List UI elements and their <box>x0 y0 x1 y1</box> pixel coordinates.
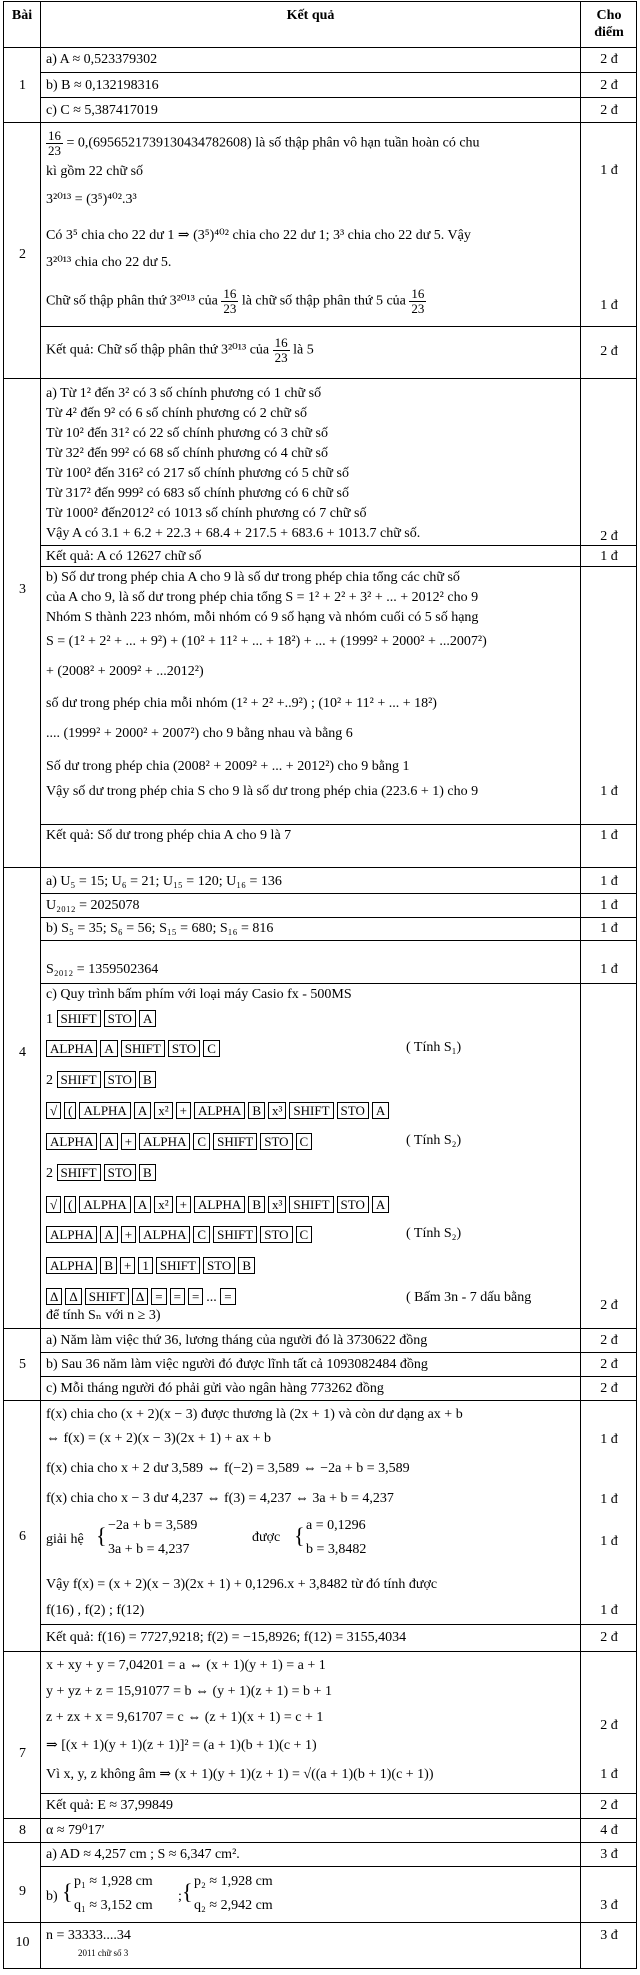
points: 2 đ <box>600 344 618 359</box>
bai-number: 2 <box>19 247 26 262</box>
p2-line6: Chữ số thập phân thứ 3²⁰¹³ của $\frac{16}{23}$ là chữ số thập phân thứ 5 của $\frac{16}{23}$ <box>46 286 425 316</box>
p6-line-1: ⇔ f(x) = (x + 2)(x − 3)(2x + 1) + ax + b <box>46 1431 272 1446</box>
points: 2 đ <box>600 1718 618 1733</box>
points: 1 đ <box>600 163 618 178</box>
brace: { <box>96 1523 107 1548</box>
points: 4 đ <box>600 1823 618 1838</box>
p1-b: b) B ≈ 0,132198316 <box>46 78 159 93</box>
p9-p1: p₁ ≈ 1,928 cm <box>74 1874 153 1889</box>
sto-key: STO <box>104 1010 136 1027</box>
note-last2: để tính Sₙ với n ≥ 3) <box>46 1308 161 1323</box>
keyseq-4: √ ( ALPHA A x² + ALPHA B x³ SHIFT STO A <box>46 1102 392 1120</box>
row-divider <box>41 893 636 894</box>
p7-line-0: x + xy + y = 7,04201 = a ⇔ (x + 1)(y + 1) = a + 1 <box>46 1658 326 1673</box>
p3-a-4: Từ 100² đến 316² có 217 số chính phương có 5 chữ số <box>46 466 349 481</box>
points: 1 đ <box>600 298 618 313</box>
points: 1 đ <box>600 898 618 913</box>
p8-text: α ≈ 79⁰17′ <box>46 1823 105 1838</box>
points: 3 đ <box>600 1928 618 1943</box>
header-ketqua: Kết quả <box>286 8 335 23</box>
keyseq-1: 1 SHIFT STO A <box>46 1010 159 1028</box>
p6-line-0: f(x) chia cho (x + 2)(x − 3) được thương là (2x + 1) và còn dư dạng ax + b <box>46 1407 463 1422</box>
p4-a2: U₂₀₁₂ = 2025078 <box>46 898 140 913</box>
note-last: ( Bấm 3n - 7 dấu bằng <box>406 1290 532 1305</box>
points: 1 đ <box>600 549 618 564</box>
p3-a-6: Từ 1000² đến2012² có 1013 số chính phương có 7 chữ số <box>46 506 367 521</box>
p7-line-1: y + yz + z = 15,91077 = b ⇔ (y + 1)(z + 1) = b + 1 <box>46 1684 332 1699</box>
p6-line-2: f(x) chia cho x + 2 dư 3,589 ⇔ f(−2) = 3,589 ⇔ −2a + b = 3,589 <box>46 1461 410 1476</box>
row-divider <box>41 1866 636 1867</box>
column-divider <box>40 2 41 1968</box>
p6-sol-2: b = 3,8482 <box>306 1542 367 1557</box>
p6-sol-1: a = 0,1296 <box>306 1518 366 1533</box>
row-divider <box>41 1376 636 1377</box>
points: 1 đ <box>600 874 618 889</box>
row-divider <box>41 97 636 98</box>
p6-sys-mid: được <box>252 1530 281 1545</box>
row-divider <box>41 1793 636 1794</box>
row-divider <box>4 122 636 123</box>
p2-line4: Có 3⁵ chia cho 22 dư 1 ⇒ (3⁵)⁴⁰² chia cho 22 dư 1; 3³ chia cho 22 dư 5. Vậy <box>46 228 471 243</box>
points: 1 đ <box>600 921 618 936</box>
p5-b: b) Sau 36 năm làm việc người đó được lĩnh tất cả 1093082484 đồng <box>46 1357 428 1372</box>
row-divider <box>41 566 636 567</box>
note-s2b: ( Tính S₂) <box>406 1226 462 1241</box>
points: 1 đ <box>600 828 618 843</box>
p3-b-6: .... (1999² + 2000² + 2007²) cho 9 bằng nhau và bằng 6 <box>46 726 353 741</box>
p3-a-2: Từ 10² đến 31² có 22 số chính phương có 3 chữ số <box>46 426 328 441</box>
points: 3 đ <box>600 1898 618 1913</box>
row-divider <box>4 1651 636 1652</box>
p3-b-4: + (2008² + 2009² + ...2012²) <box>46 664 204 679</box>
p7-result: Kết quả: E ≈ 37,99849 <box>46 1798 174 1813</box>
keyseq-9: ALPHA B + 1 SHIFT STO B <box>46 1257 258 1275</box>
p9-q1: q₁ ≈ 3,152 cm <box>74 1898 153 1913</box>
brace: { <box>182 1879 193 1904</box>
answer-table <box>3 1 637 1969</box>
row-divider <box>41 917 636 918</box>
header-chodiem-2: điểm <box>594 25 624 40</box>
shift-key: SHIFT <box>57 1010 101 1027</box>
points: 1 đ <box>600 784 618 799</box>
bai-number: 9 <box>19 1884 26 1899</box>
p2-line1: $\frac{16}{23}$ = 0,(6956521739130434782608) là số thập phân vô hạn tuần hoàn có chu <box>48 128 480 158</box>
p9-q2: q₂ ≈ 2,942 cm <box>194 1898 273 1913</box>
p3-b-0: b) Số dư trong phép chia A cho 9 là số dư trong phép chia tổng các chữ số <box>46 570 460 585</box>
p3-a-1: Từ 4² đến 9² có 6 số chính phương có 2 chữ số <box>46 406 307 421</box>
header-chodiem: Cho <box>596 8 622 23</box>
points: 2 đ <box>600 78 618 93</box>
points: 3 đ <box>600 1847 618 1862</box>
bai-number: 8 <box>19 1823 26 1838</box>
keyseq-2: ALPHA A SHIFT STO C <box>46 1040 223 1058</box>
p7-line-4: Vì x, y, z không âm ⇒ (x + 1)(y + 1)(z + 1) = √((a + 1)(b + 1)(c + 1)) <box>46 1767 434 1782</box>
bai-number: 7 <box>19 1746 26 1761</box>
note-s2a: ( Tính S₂) <box>406 1133 462 1148</box>
p6-final2: f(16) , f(2) ; f(12) <box>46 1603 145 1618</box>
points: 1 đ <box>600 1534 618 1549</box>
row-divider <box>4 378 636 379</box>
p3-a-result: Kết quả: A có 12627 chữ số <box>46 549 202 564</box>
keyseq-6: 2 SHIFT STO B <box>46 1164 159 1182</box>
row-divider <box>4 1328 636 1329</box>
bai-number: 4 <box>19 1045 26 1060</box>
p3-a-7: Vậy A có 3.1 + 6.2 + 22.3 + 68.4 + 217.5 + 683.6 + 1013.7 chữ số. <box>46 526 421 541</box>
row-divider <box>41 940 636 941</box>
row-divider <box>41 1624 636 1625</box>
row-divider <box>41 326 636 327</box>
keyseq-5: ALPHA A + ALPHA C SHIFT STO C <box>46 1133 315 1151</box>
p9-a: a) AD ≈ 4,257 cm ; S ≈ 6,347 cm². <box>46 1847 240 1862</box>
row-divider <box>4 1818 636 1819</box>
points: 2 đ <box>600 52 618 67</box>
p2-line3: 3²⁰¹³ = (3⁵)⁴⁰².3³ <box>46 192 137 207</box>
p3-a-5: Từ 317² đến 999² có 683 số chính phương có 6 chữ số <box>46 486 349 501</box>
points: 2 đ <box>600 1798 618 1813</box>
bai-number: 10 <box>15 1935 30 1950</box>
row-divider <box>41 983 636 984</box>
row-divider <box>41 72 636 73</box>
points: 1 đ <box>600 1432 618 1447</box>
row-divider <box>41 1352 636 1353</box>
row-divider <box>4 1922 636 1923</box>
points: 2 đ <box>600 529 618 544</box>
p6-final: Vậy f(x) = (x + 2)(x − 3)(2x + 1) + 0,1296.x + 3,8482 từ đó tính được <box>46 1577 438 1592</box>
p4-a1: a) U₅ = 15; U₆ = 21; U₁₅ = 120; U₁₆ = 136 <box>46 874 282 889</box>
p10-sub: 2011 chữ số 3 <box>78 1948 129 1958</box>
p6-result: Kết quả: f(16) = 7727,9218; f(2) = −15,8926; f(12) = 3155,4034 <box>46 1630 407 1645</box>
p3-b-8: Vậy số dư trong phép chia S cho 9 là số dư trong phép chia (223.6 + 1) cho 9 <box>46 784 479 799</box>
p3-b-5: số dư trong phép chia mỗi nhóm (1² + 2² +..9²) ; (10² + 11² + ... + 18²) <box>46 696 437 711</box>
p6-sys-label: giải hệ <box>46 1532 84 1547</box>
p3-b-result: Kết quả: Số dư trong phép chia A cho 9 là 7 <box>46 828 292 843</box>
points: 1 đ <box>600 962 618 977</box>
p2-line2: kì gồm 22 chữ số <box>46 164 144 179</box>
points: 2 đ <box>600 103 618 118</box>
points: 2 đ <box>600 1333 618 1348</box>
p7-line-3: ⇒ [(x + 1)(y + 1)(z + 1)]² = (a + 1)(b + 1)(c + 1) <box>46 1738 317 1753</box>
p1-c: c) C ≈ 5,387417019 <box>46 103 158 118</box>
keyseq-10: Δ Δ SHIFT Δ = = = ... = <box>46 1288 239 1306</box>
p9-b-label: b) <box>46 1889 58 1904</box>
row-divider <box>4 1842 636 1843</box>
p5-a: a) Năm làm việc thứ 36, lương tháng của người đó là 3730622 đồng <box>46 1333 428 1348</box>
points: 2 đ <box>600 1298 618 1313</box>
p6-line-3: f(x) chia cho x − 3 dư 4,237 ⇔ f(3) = 4,237 ⇔ 3a + b = 4,237 <box>46 1491 394 1506</box>
p4-c-title: c) Quy trình bấm phím với loại máy Casio fx - 500MS <box>46 987 352 1002</box>
p1-a: a) A ≈ 0,523379302 <box>46 52 158 67</box>
p6-sys-1: −2a + b = 3,589 <box>108 1518 198 1533</box>
column-divider <box>580 2 581 1968</box>
row-divider <box>4 47 636 48</box>
p5-c: c) Mỗi tháng người đó phải gửi vào ngân hàng 773262 đồng <box>46 1381 384 1396</box>
bai-number: 3 <box>19 582 26 597</box>
p2-line5: 3²⁰¹³ chia cho 22 dư 5. <box>46 255 172 270</box>
keyseq-8: ALPHA A + ALPHA C SHIFT STO C <box>46 1226 315 1244</box>
points: 2 đ <box>600 1630 618 1645</box>
keyseq-7: √ ( ALPHA A x² + ALPHA B x³ SHIFT STO A <box>46 1196 392 1214</box>
fraction: $\frac{16}{23}$ <box>48 128 61 158</box>
bai-number: 6 <box>19 1529 26 1544</box>
p3-b-2: Nhóm S thành 223 nhóm, mỗi nhóm có 9 số hạng và nhóm cuối có 5 số hạng <box>46 610 479 625</box>
separator: ; <box>178 1889 182 1904</box>
bai-number: 5 <box>19 1357 26 1372</box>
p3-a-0: a) Từ 1² đến 3² có 3 số chính phương có 1 chữ số <box>46 386 322 401</box>
p3-b-7: Số dư trong phép chia (2008² + 2009² + ... + 2012²) cho 9 bằng 1 <box>46 759 410 774</box>
row-divider <box>41 545 636 546</box>
p10-text: n = 33333....34 <box>46 1928 131 1943</box>
points: 1 đ <box>600 1603 618 1618</box>
header-bai: Bài <box>11 8 33 23</box>
p4-b1: b) S₅ = 35; S₆ = 56; S₁₅ = 680; S₁₆ = 816 <box>46 921 274 936</box>
brace: { <box>62 1879 73 1904</box>
row-divider <box>4 1400 636 1401</box>
p3-a-3: Từ 32² đến 99² có 68 số chính phương có 4 chữ số <box>46 446 328 461</box>
a-key: A <box>139 1010 156 1027</box>
p9-p2: p₂ ≈ 1,928 cm <box>194 1874 273 1889</box>
p7-line-2: z + zx + x = 9,61707 = c ⇔ (z + 1)(x + 1) = c + 1 <box>46 1710 324 1725</box>
p3-b-3: S = (1² + 2² + ... + 9²) + (10² + 11² + ... + 18²) + ... + (1999² + 2000² + ...2007²) <box>46 634 487 649</box>
p2-result: Kết quả: Chữ số thập phân thứ 3²⁰¹³ của $\frac{16}{23}$ là 5 <box>46 335 314 365</box>
points: 2 đ <box>600 1381 618 1396</box>
p4-b2: S₂₀₁₂ = 1359502364 <box>46 962 159 977</box>
points: 2 đ <box>600 1357 618 1372</box>
brace: { <box>294 1523 305 1548</box>
p3-b-1: của A cho 9, là số dư trong phép chia tổng S = 1² + 2² + 3² + ... + 2012² cho 9 <box>46 590 479 605</box>
bai-number: 1 <box>19 78 26 93</box>
row-divider <box>4 867 636 868</box>
p6-sys-2: 3a + b = 4,237 <box>108 1542 190 1557</box>
keyseq-3: 2 SHIFT STO B <box>46 1071 159 1089</box>
points: 1 đ <box>600 1492 618 1507</box>
note-s1: ( Tính S₁) <box>406 1040 462 1055</box>
row-divider <box>41 824 636 825</box>
points: 1 đ <box>600 1767 618 1782</box>
